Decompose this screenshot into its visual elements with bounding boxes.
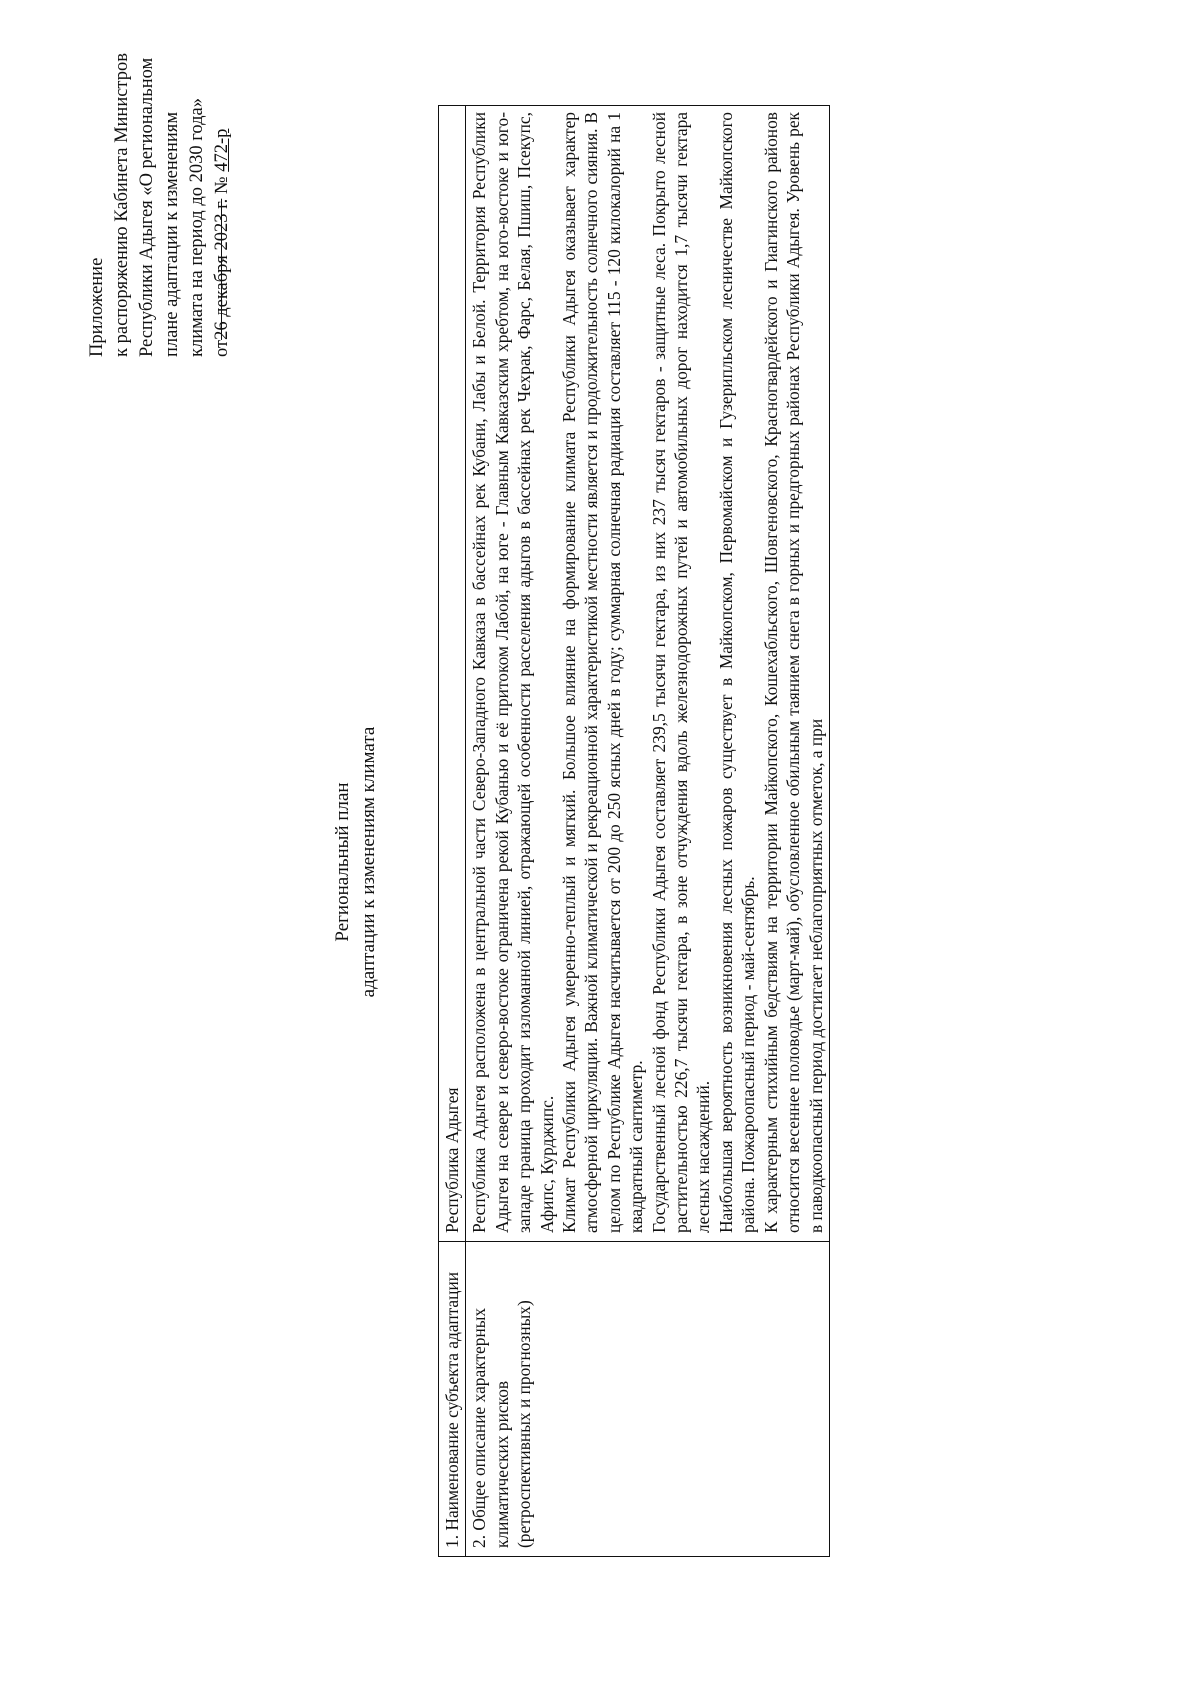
content-paragraph: Республика Адыгея xyxy=(442,1087,462,1233)
appendix-line: Приложение xyxy=(87,257,107,357)
table-row xyxy=(439,106,466,1557)
appendix-line: плане адаптации к изменениям xyxy=(162,111,182,357)
plan-table xyxy=(438,105,830,1557)
appendix-block xyxy=(85,22,235,357)
appendix-line: к распоряжению Кабинета Министров xyxy=(112,53,132,357)
table-row xyxy=(466,106,830,1557)
plan-title xyxy=(330,552,382,1172)
table-cell-content xyxy=(466,106,830,1242)
appendix-date-line xyxy=(210,22,235,357)
table-cell-content xyxy=(439,106,466,1242)
table-cell-label: 2. Общее описание характерных климатических рисков (ретроспективных и прогнозных) xyxy=(466,1242,830,1557)
appendix-line: Республики Адыгея «О региональном xyxy=(137,57,157,357)
content-paragraph: Республика Адыгея расположена в центральной части Северо-Западного Кавказа в бассейнах рек Кубани, Лабы и Белой. Территория Республики Адыгея на севере и северо-востоке ограничена рекой Кубанью и её притоком Лабой, на юге - Главным Кавказским хребтом, на юго-востоке и юго-западе граница проходит изломанной линией, отражающей особенности расселения адыгов в бассейнах рек Чехрак, Фарс, Белая, Пшиш, Псекупс, Афипс, Курджипс. xyxy=(469,112,557,1233)
plan-title-line1: Региональный план xyxy=(332,782,353,942)
handwritten-number: 472-р xyxy=(212,128,232,172)
number-label: № xyxy=(212,176,232,195)
content-paragraph: Государственный лесной фонд Республики Адыгея составляет 239,5 тысячи гектара, из них 237 тысяч гектаров - защитные леса. Покрыто лесной растительностью 226,7 тысячи гектара, в зоне отчуждения вдоль железнодорожных путей и автомобильных дорог находится 1,7 тысячи гектара лесных насаждений. xyxy=(648,112,714,1233)
content-paragraph: Наибольшая вероятность возникновения лесных пожаров существует в Майкопском, Первомайском и Гузерипльском лесничестве Майкопского района. Пожароопасный период - май-сентябрь. xyxy=(715,112,759,1233)
appendix-line: климата на период до 2030 года» xyxy=(187,98,207,357)
content-paragraph: Климат Республики Адыгея умеренно-теплый и мягкий. Большое влияние на формирование климата Республики Адыгея оказывает характер атмосферной циркуляции. Важной климатической и рекреационной характеристикой местности является и продолжительность солнечного сияния. В целом по Республике Адыгея насчитывается от 200 до 250 ясных дней в году; суммарная солнечная радиация составляет 115 - 120 килокалорий на 1 квадратный сантиметр. xyxy=(559,112,647,1233)
handwritten-date: 26 декабря 2023 г. xyxy=(212,198,232,340)
content-paragraph: К характерным стихийным бедствиям на территории Майкопского, Кошехабльского, Шовгеновского, Красногвардейского и Гиагинского районов относится весеннее половодье (март-май), обусловленное обильным таянием снега в горных и предгорных районах Республики Адыгея. Уровень рек в паводкоопасный период достигает неблагоприятных отметок, а при xyxy=(760,112,826,1233)
plan-title-line2: адаптации к изменениям климата xyxy=(358,726,379,998)
date-prefix: от xyxy=(212,339,232,357)
table-cell-label: 1. Наименование субъекта адаптации xyxy=(439,1242,466,1557)
